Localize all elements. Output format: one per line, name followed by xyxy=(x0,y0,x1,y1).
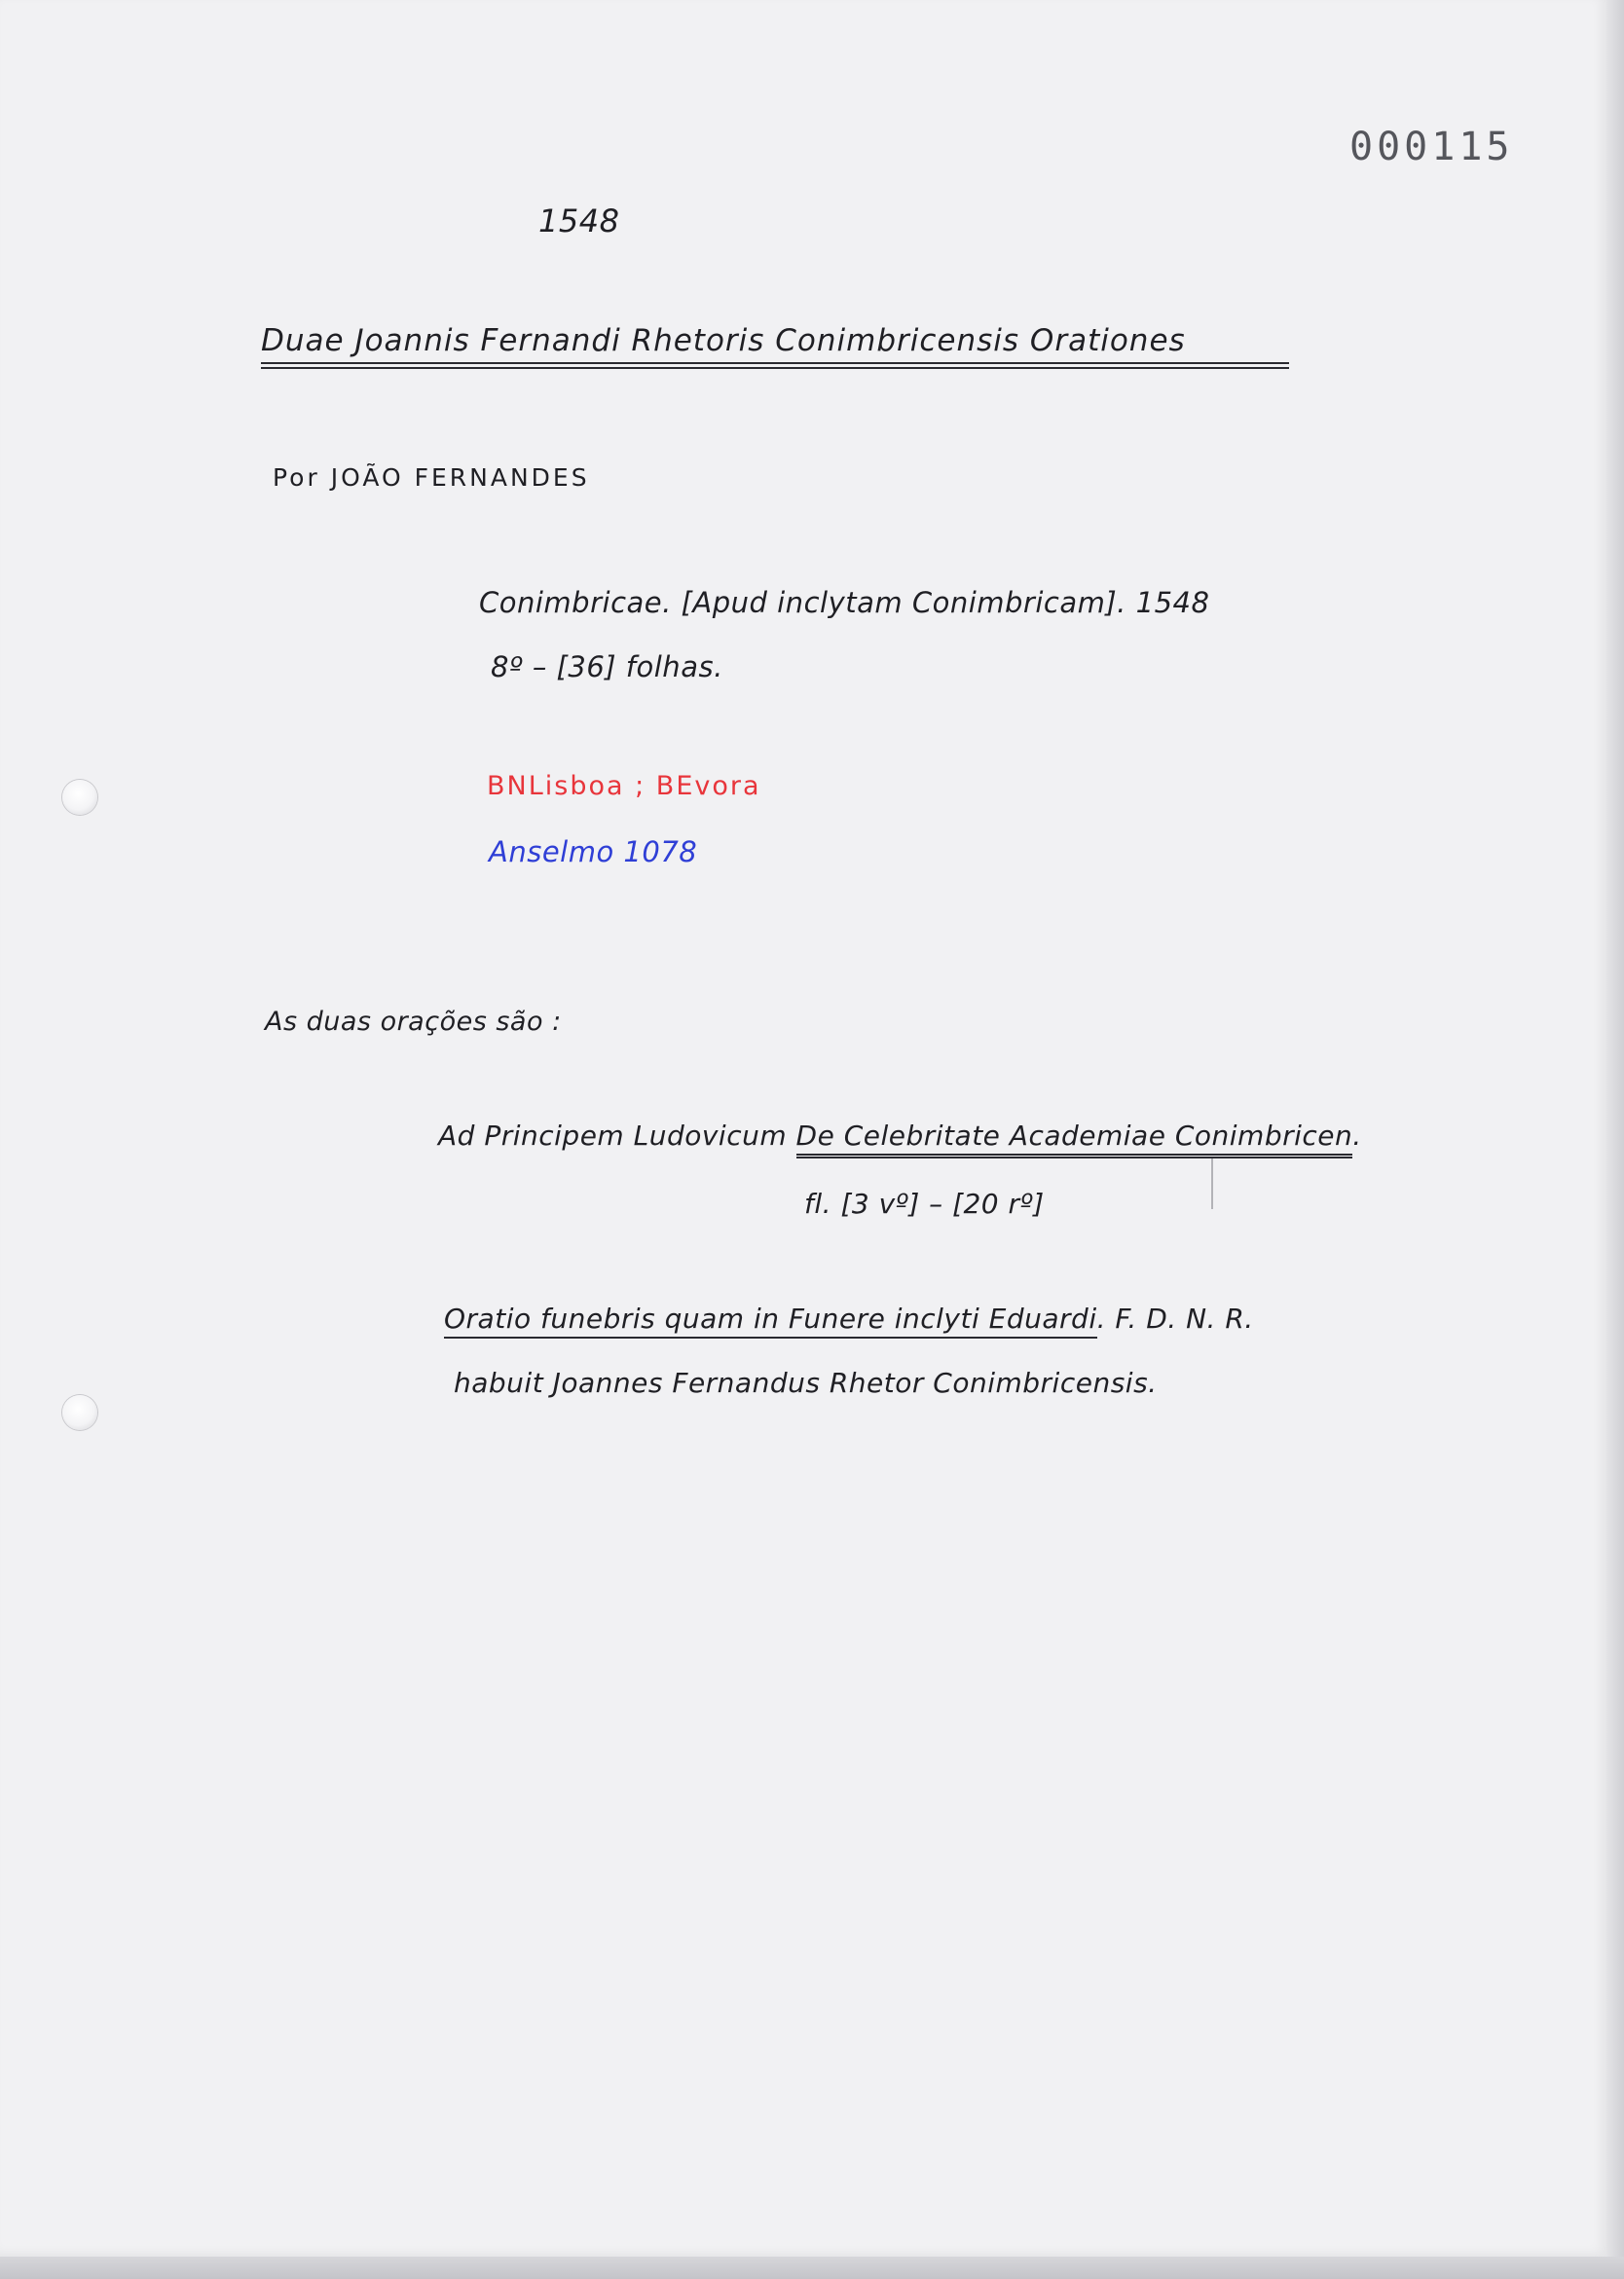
title-block xyxy=(261,323,1289,369)
document-title: Duae Joannis Fernandi Rhetoris Conimbricensis Orationes xyxy=(261,323,1186,358)
year-heading: 1548 xyxy=(538,202,620,239)
libraries-line: BNLisboa ; BEvora xyxy=(487,771,761,801)
oration-1-part-b: De Celebritate Academiae Conimbricen xyxy=(796,1120,1353,1158)
oration-1-part-c: . xyxy=(1352,1120,1362,1152)
imprint-line: Conimbricae. [Apud inclytam Conimbricam]. 1548 xyxy=(479,586,1210,619)
oration-1-folios: fl. [3 vº] – [20 rº] xyxy=(804,1188,1045,1220)
oration-1-title xyxy=(438,1120,1362,1152)
oration-1-part-a: Ad Principem Ludovicum xyxy=(438,1120,796,1152)
stamp-number: 000115 xyxy=(1349,125,1514,169)
punch-hole-upper xyxy=(62,780,97,815)
oration-2-line-1 xyxy=(444,1303,1254,1335)
title-double-underline xyxy=(261,362,1289,369)
reference-line: Anselmo 1078 xyxy=(489,835,698,868)
faint-pencil-mark xyxy=(1211,1158,1213,1209)
oration-2-line-2: habuit Joannes Fernandus Rhetor Conimbricensis. xyxy=(454,1367,1158,1399)
oration-2-underlined: Oratio funebris quam in Funere inclyti Eduardi xyxy=(444,1303,1097,1339)
author-line: Por JOÃO FERNANDES xyxy=(273,463,590,492)
page-edge-right xyxy=(1606,0,1624,2279)
format-line: 8º – [36] folhas. xyxy=(491,650,723,683)
oration-2-rest: . F. D. N. R. xyxy=(1096,1303,1254,1335)
section-intro: As duas orações são : xyxy=(265,1007,562,1037)
punch-hole-lower xyxy=(62,1395,97,1430)
page-edge-bottom xyxy=(0,2257,1624,2279)
